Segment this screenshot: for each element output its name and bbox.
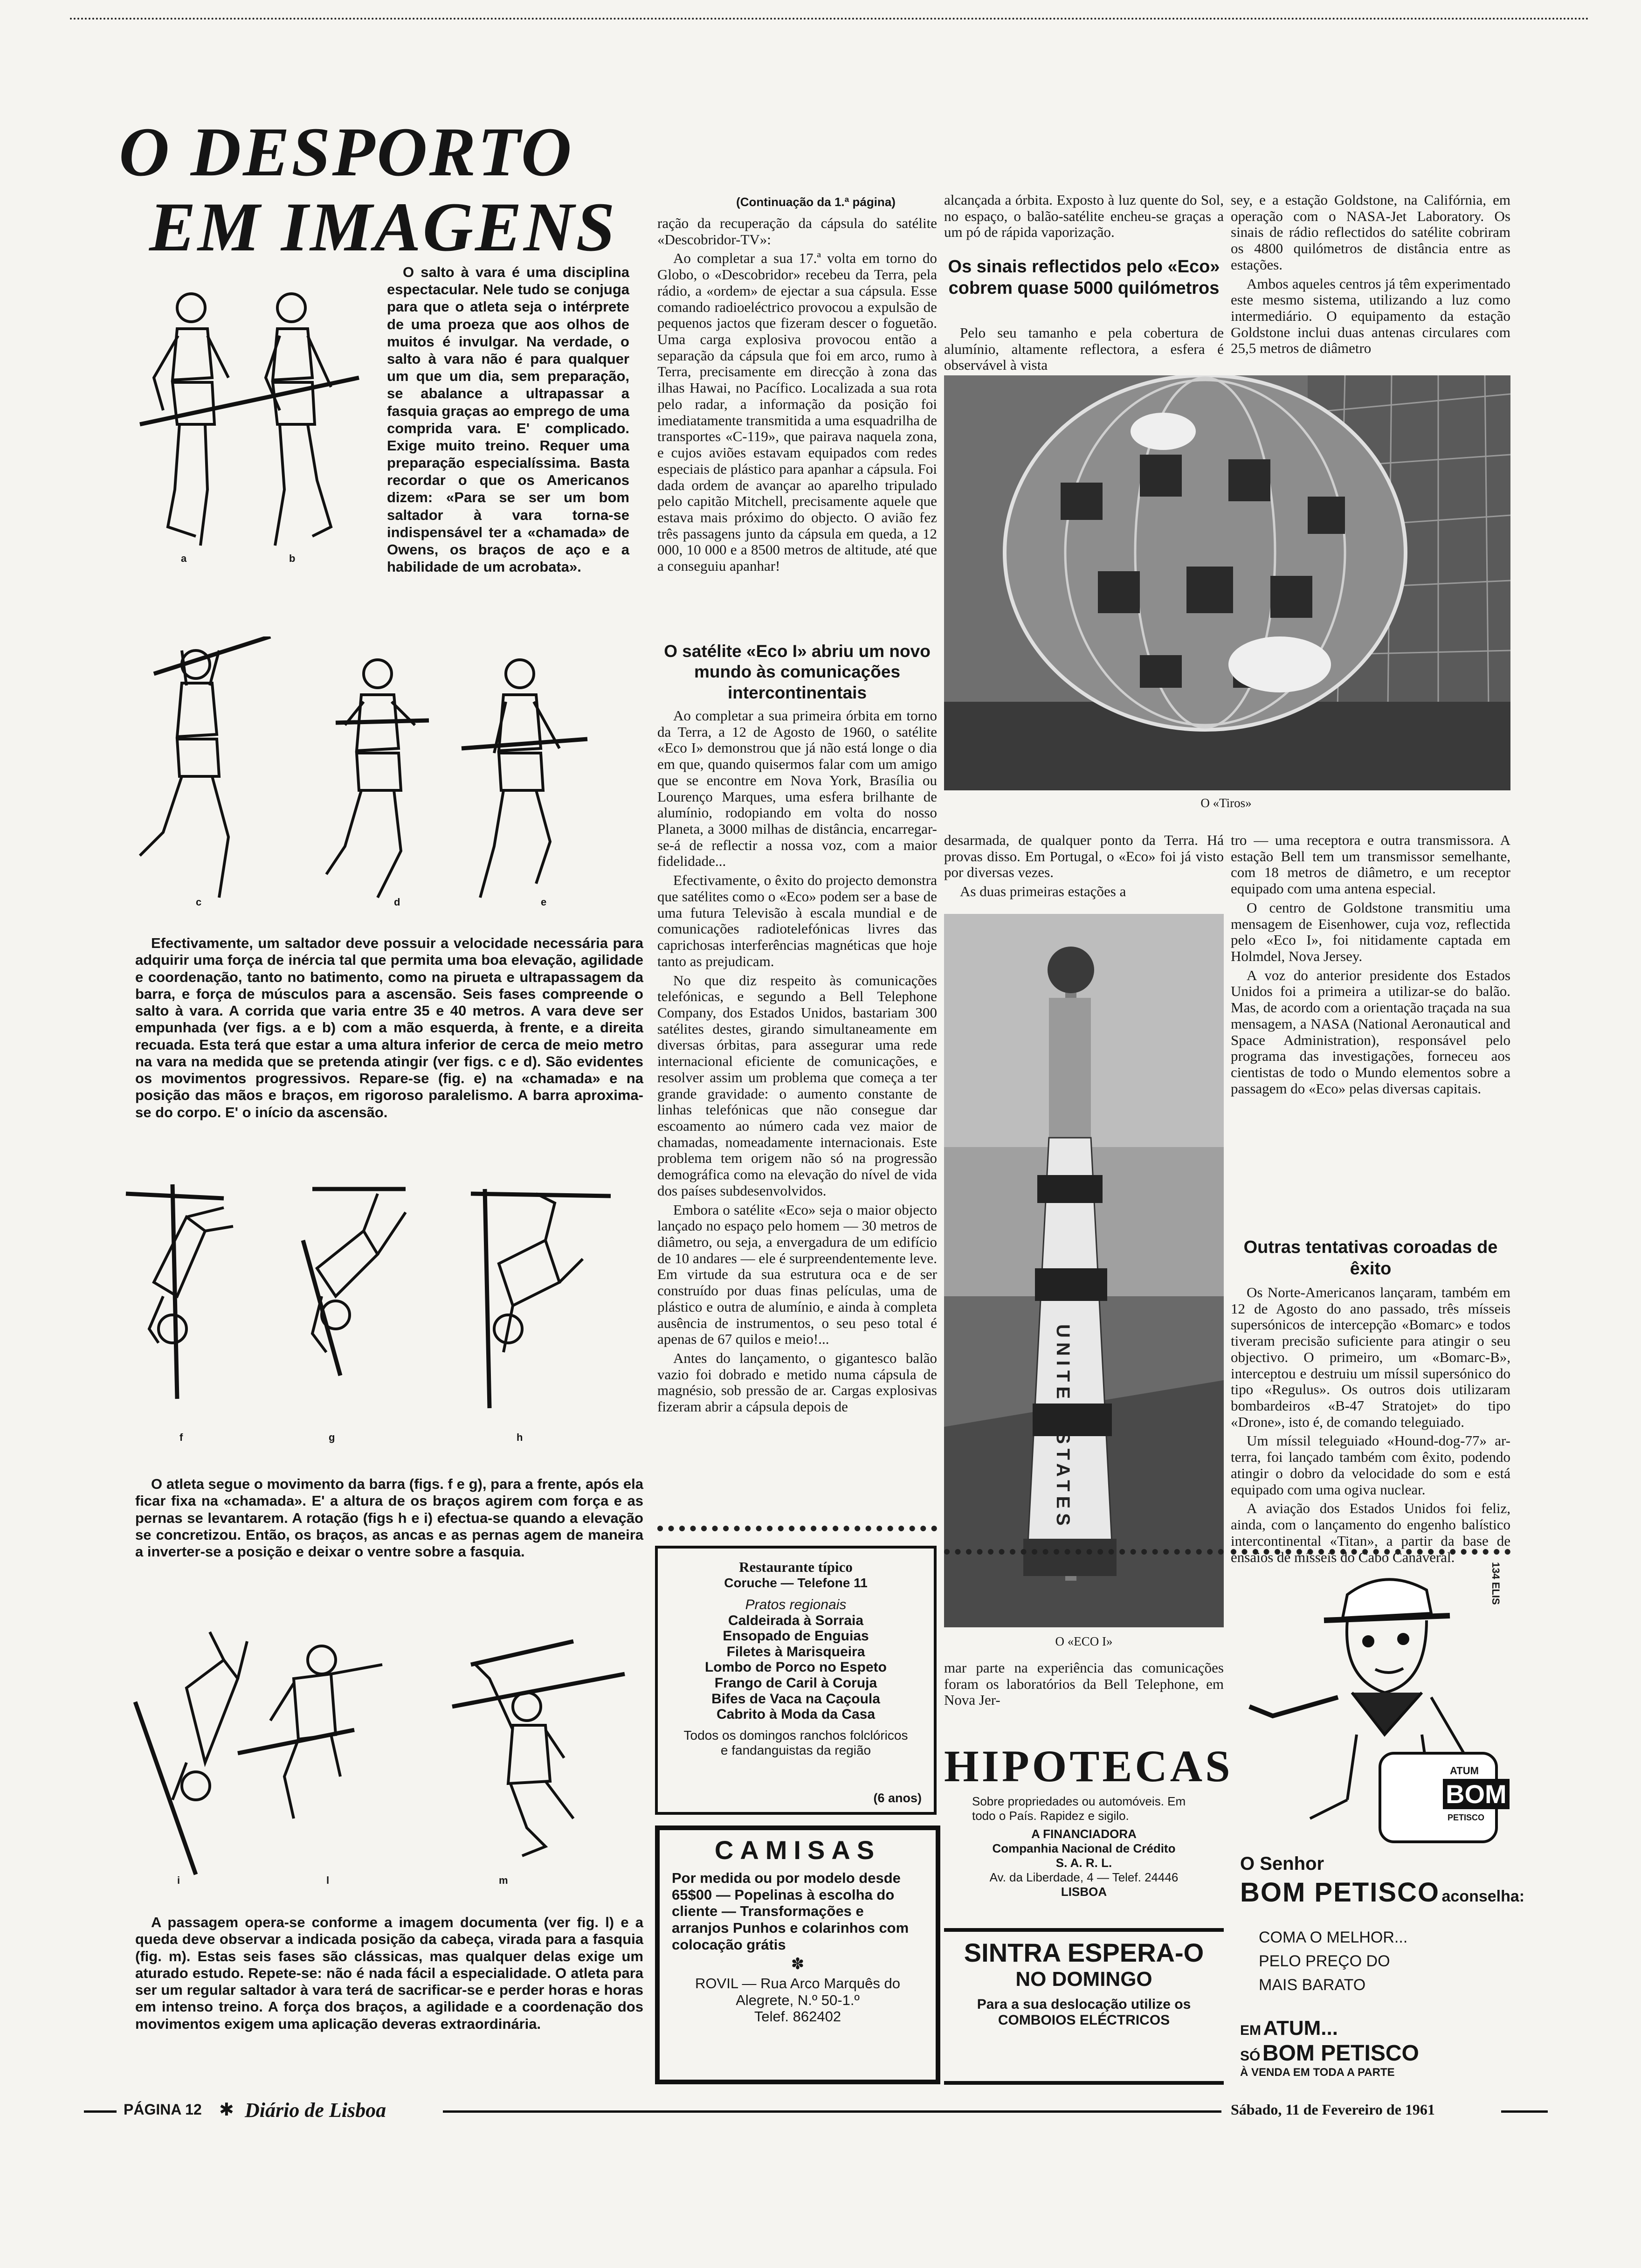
petisco-sale: À VENDA EM TODA A PARTE (1240, 2066, 1395, 2079)
restaurant-title: Restaurante típico (739, 1559, 853, 1575)
can-label-sub: PETISCO (1448, 1813, 1485, 1822)
petisco-brand-2: BOM PETISCO (1262, 2040, 1419, 2066)
rocket-label: UNITED STATES (1053, 1324, 1073, 1530)
sintra-bold: COMBOIOS ELÉCTRICOS (998, 2012, 1170, 2028)
footer-paper: Diário de Lisboa (245, 2099, 386, 2122)
sport-intro (387, 263, 629, 578)
fig-label-i: i (177, 1874, 180, 1886)
camisas-star: ✽ (791, 1955, 805, 1973)
camisas-ad (655, 1825, 940, 2084)
sport-intro-text: O salto à vara é uma disciplina espectacular. Nele tudo se conjuga para que o atleta seja o intérprete de uma proeza que aos olhos de muitos é invulgar. Na verdade, o salto à vara não é para qualquer um que um dia, sem preparação, se abalance a ultrapassar a fasquia graças ao emprego de uma comprida vara. E' complicado. Exige muito treino. Requer uma preparação especialíssima. Basta recordar o que os Americanos dizem: «Para se ser um bom saltador à vara torna-se indispensável ter a «chamada» de Owens, os braços de aço e a habilidade de um acrobata». (387, 264, 629, 575)
menu-line-8: Cabrito à Moda da Casa (716, 1707, 876, 1722)
sport-para-2-text: Efectivamente, um saltador deve possuir a velocidade necessária para adquirir uma força de inércia tal que permita uma boa elevação, agilidade e coordenação, tanto no batimento, como na pirueta e ultrapassagem da barra, e força de músculos para a ascensão. Seis fases compreende o salto à vara. A corrida que varia entre 35 e 40 metros. A vara deve ser empunhada (ver figs. a e b) com a mão esquerda, à frente, e a direita recuada. Esta terá que estar a uma altura inferior de cerca de meio metro na vara na medida que se pretenda atingir (ver figs. c e d). São evidentes os movimentos progressivos. Repare-se (fig. e) na «chamada» e na posição das mãos e braços, em rigoroso paralelismo. A barra aproxima-se do corpo. E' o início da ascensão. (135, 935, 643, 1120)
sport-para-4 (135, 1914, 643, 2035)
athlete-figure-i (172, 1632, 247, 1800)
restaurant-ad (655, 1546, 937, 1815)
continuation-note: (Continuação da 1.ª página) (736, 195, 896, 209)
can-label-top: ATUM (1450, 1765, 1479, 1777)
col2-para-2: Ao completar a sua 17.ª volta em torno do Globo, o «Descobridor» recebeu da Terra, pela rádio, a «ordem» de ejectar a sua cápsula. Esse comando radioeléctrico provocou a expulsão de pequenos jactos que fizeram descer o foguetão. Uma carga explosiva provocou então a separação da cápsula que foi em arco, rumo à Terra, precisamente em direcção à zona das ilhas Hawai, no Pacífico. Localizada a sua rota pelo radar, a informação da posição foi imediatamente transmitida a uma esquadrilha de transportes «C-119», que pairava naquela zona, e cujos aviões estavam equipados com redes especiais de plástico para apanhar a cápsula. Foi dada ordem de avançar ao aparelho tripulado pelo capitão Mitchell, precisamente aquele que estava mais próximo do objecto. O avião fez três passagens junto da cápsula em queda, a 12 000, 10 000 e a 8500 metros de altitude, até que a conseguiu apanhar! (657, 250, 937, 574)
col4-para-2: O centro de Goldstone transmitiu uma mensagem de Eisenhower, cuja voz, reflectida pelo «Eco I», foi nitidamente captada em Holmdel, Nova Jersey. (1231, 899, 1510, 965)
fig-label-l: l (326, 1874, 330, 1886)
fig-label-m: m (499, 1874, 508, 1886)
tiros-photo (944, 375, 1510, 790)
col4-para-3: A voz do anterior presidente dos Estados Unidos foi a primeira a utilizar-se do balão. Mas, de acordo com a orientação traçada na sua mensagem, a NASA (National Aeronautical and Space Administration), responsável pelo programa das investigações, forneceu aos cientistas de todo o Mundo elementos sobre a passagem do «Eco» pelas diversas capitais. (1231, 967, 1510, 1097)
tiros-photo-image (944, 375, 1510, 790)
petisco-tag-1: COMA O MELHOR... (1259, 1929, 1408, 1946)
athlete-figure-h (494, 1194, 583, 1352)
hipotecas-city: LISBOA (1061, 1885, 1107, 1899)
top-rule (70, 18, 1590, 20)
fig-label-c: c (196, 896, 202, 908)
fig-label-g: g (329, 1431, 335, 1443)
footer-star: ✱ (219, 2100, 234, 2120)
column-3-bottom (944, 1660, 1224, 1711)
menu-line-7: Bifes de Vaca na Caçoula (711, 1691, 880, 1707)
athlete-figure-m (476, 1665, 573, 1856)
col2-subheading: O satélite «Eco I» abriu um novo mundo às comunicações intercontinentais (664, 642, 931, 702)
petisco-brand: BOM PETISCO (1240, 1877, 1440, 1908)
column-3-intro (944, 325, 1224, 376)
fig-label-a: a (181, 553, 187, 564)
col2-para-3: Ao completar a sua primeira órbita em torno da Terra, a 12 de Agosto de 1960, o satélite «Eco I» demonstrou que já não está longe o dia em que, quando quisermos falar com um amigo que se encontre em Nova York, Brasília ou Lourenço Marques, uma esfera brilhante de alumínio, rodopiando em volta do nosso Planeta, a 3000 milhas de distância, encarregar-se-á de reflectir a nossa voz, com a maior fidelidade... (657, 707, 937, 870)
col3-divider (944, 1549, 1224, 1555)
bom-petisco-ad (1231, 1557, 1525, 2089)
figure-row-1 (126, 284, 368, 574)
petisco-footer (1240, 2017, 1520, 2079)
camisas-body: Por medida ou por modelo desde 65$00 — Popelinas à escolha do cliente — Transformações e arranjos Punhos e colarinhos com colocação grátis (672, 1870, 909, 1953)
petisco-badge: 134 ELIS (1490, 1562, 1502, 1605)
figure-row-4 (117, 1623, 629, 1884)
col4-para-1: Ambos aqueles centros já têm experimentado este mesmo sistema, utilizando a luz como intermediário. O equipamento da estação Goldstone inclui duas antenas circulares com 25,5 metros de diâmetro (1231, 275, 1510, 357)
eco-caption: O «ECO I» (1055, 1634, 1113, 1648)
col3-subheading: Os sinais reflectidos pelo «Eco» cobrem quase 5000 quilómetros (948, 257, 1220, 298)
hipotecas-body: Sobre propriedades ou automóveis. Em todo o País. Rapidez e sigilo. (972, 1794, 1186, 1823)
fig-label-d: d (394, 896, 400, 908)
sport-para-3 (135, 1476, 643, 1563)
fig-label-e: e (541, 896, 547, 908)
footer-page: PÁGINA 12 (124, 2101, 202, 2118)
menu-line-1: Pratos regionais (745, 1597, 847, 1612)
sintra-sub: NO DOMINGO (1015, 1968, 1152, 1991)
col4-para-6: A aviação dos Estados Unidos foi feliz, ainda, com o lançamento do engenho balístico intercontinental «Titan», a partir da base de ensaios de mísseis do Cabo Canaveral. (1231, 1500, 1510, 1565)
col2-para-7: Antes do lançamento, o gigantesco balão vazio foi dobrado e metido numa cápsula de magnésio, sob pressão de ar. Cargas explosivas fizeram abrir a cápsula depois de (657, 1350, 937, 1415)
athlete-figure-e (480, 660, 559, 898)
col3-para-1: Pelo seu tamanho e pela cobertura de alumínio, altamente reflectora, a esfera é observável à vista (944, 325, 1224, 373)
hipotecas-ad (944, 1741, 1233, 1921)
hipotecas-company: A FINANCIADORA (1031, 1827, 1137, 1841)
menu-line-6: Frango de Caril à Coruja (714, 1675, 877, 1691)
menu-line-5: Lombo de Porco no Espeto (704, 1660, 887, 1675)
figure-row-3 (117, 1175, 620, 1436)
col4-para-4: Os Norte-Americanos lançaram, também em 12 de Agosto do ano passado, três mísseis supersónicos de intercepção «Bomarc» e todos tiveram precisão suficiente para atingir o seu objectivo. O primeiro, um «Bomarc-B», interceptou e destruiu um míssil supersónico do tipo «Regulus». Os outros dois utilizaram bombardeiros «B-47 Stratojet» do tipo «Drone», isto é, de comando teleguiado. (1231, 1284, 1510, 1430)
petisco-advises: aconselha: (1441, 1888, 1525, 1905)
sport-para-3-text: O atleta segue o movimento da barra (figs. f e g), para a frente, após ela ficar fixa na «chamada». E' a altura de os braços agirem com força e as pernas se levantarem. A rotação (figs h e i) efectua-se quando a elevação se concretizou. Então, os braços, as ancas e as pernas agem de maneira a inverter-se a posição e deixar o ventre sobre a fasquia. (135, 1476, 643, 1560)
fig-label-f: f (179, 1431, 183, 1443)
footer-right-rule (1501, 2110, 1548, 2113)
tiros-caption: O «Tiros» (1200, 796, 1252, 810)
footer-mid-rule (443, 2110, 1221, 2113)
col3-bottom-text: mar parte na experiência das comunicações foram os laboratórios da Bell Telephone, em Nova Jer- (944, 1660, 1224, 1708)
restaurant-footer: Todos os domingos ranchos folclóricos e fandanguistas da região (683, 1728, 908, 1757)
can-label-brand: BOM (1443, 1779, 1510, 1809)
figure-row-2 (126, 636, 592, 912)
hipotecas-sarl: S. A. R. L. (1055, 1856, 1112, 1870)
eco-photo-image (944, 914, 1224, 1627)
sintra-title: SINTRA ESPERA-O (964, 1938, 1204, 1967)
petisco-headline (1240, 1853, 1520, 1874)
petisco-so: SÓ (1240, 2048, 1261, 2064)
col3-mid-text-2: As duas primeiras estações a (960, 883, 1126, 900)
fig-label-b: b (289, 553, 296, 564)
fig-label-h: h (517, 1431, 523, 1443)
petisco-tag-2: PELO PREÇO DO (1259, 1952, 1390, 1970)
col4-top-text: sey, e a estação Goldstone, na Califórnia, em operação com o NASA-Jet Laboratory. Os sinais de rádio reflectidos do satélite cobriram os 4800 quilómetros de distância entre as estações. (1231, 192, 1510, 273)
petisco-atum: ATUM... (1263, 2017, 1338, 2040)
page-title (119, 113, 655, 266)
sport-para-4-text: A passagem opera-se conforme a imagem documenta (ver fig. l) e a queda deve observar a indicada posição da cabeça, virada para a fasquia (fig. m). Estas seis fases são clássicas, mas qualquer delas exige um aturado estudo. Repete-se: não é nada fácil a especialidade. O atleta para ser um regular saltador à vara terá de sacrificar-se e perder horas e horas em intenso treino. A força dos braços, a agilidade e a coordenação dos movimentos exigem uma aplicação deveras extraordinária. (135, 1914, 643, 2032)
menu-line-2: Caldeirada à Sorraia (728, 1612, 864, 1628)
title-line-1: O DESPORTO (119, 113, 573, 191)
col2-para-5: No que diz respeito às comunicações telefónicas, e segundo a Bell Telephone Company, dos Estados Unidos, bastariam 300 satélites destes, girando simultaneamente em diversas órbitas, para assegurar uma rede internacional eficiente de comunicações, e resolver assim um problema que começa a ter grande gravidade: o aumento constante de linhas telefónicas que não consegue dar escoamento ao número cada vez maior de chamadas, nomeadamente internacionais. Este problema tem origem não só na progressão demográfica como na elevação do nível de vida dos países subdesenvolvidos. (657, 972, 937, 1199)
menu-line-4: Filetes à Marisqueira (726, 1644, 865, 1660)
footer-bar (84, 2098, 1552, 2126)
column-4-body (1231, 832, 1510, 1100)
petisco-senhor: O Senhor (1240, 1853, 1324, 1874)
restaurant-ref: (6 anos) (873, 1791, 922, 1805)
petisco-em: EM (1240, 2023, 1261, 2038)
col4-para-5: Um míssil teleguiado «Hound-dog-77» ar-terra, foi lançado também com êxito, podendo atingir o dobro da velocidade do som e está equipado com uma ogiva nuclear. (1231, 1432, 1510, 1498)
column-3-mid (944, 832, 1224, 903)
col2-para-1: ração da recuperação da cápsula do satélite «Descobridor-TV»: (657, 215, 937, 248)
title-line-2: EM IMAGENS (149, 188, 617, 266)
footer-left-rule (84, 2110, 117, 2113)
camisas-title: CAMISAS (714, 1835, 881, 1865)
athlete-figure-l (270, 1646, 382, 1819)
col4-divider (1231, 1549, 1510, 1555)
col2-para-4: Efectivamente, o êxito do projecto demonstra que satélites como o «Eco» podem ser a base de uma futura Televisão à escala mundial e de comunicações radiotelefónicas livres das caprichosas interferências magnéticas que hoje tanto as prejudicam. (657, 872, 937, 969)
sport-para-2 (135, 935, 643, 1124)
column-2-body (657, 708, 937, 1418)
petisco-tagline (1259, 1926, 1501, 1997)
menu-line-3: Ensopado de Enguias (723, 1628, 869, 1644)
camisas-company: ROVIL — Rua Arco Marquês do Alegrete, N.º 50-1.º (695, 1975, 900, 2008)
athlete-figure-f (149, 1208, 233, 1343)
hipotecas-title: HIPOTECAS (944, 1741, 1233, 1791)
col4-subheading: Outras tentativas coroadas de êxito (1243, 1238, 1498, 1279)
restaurant-menu (658, 1597, 934, 1722)
athlete-figure-d (326, 660, 415, 898)
col3-top-text: alcançada a órbita. Exposto à luz quente do Sol, no espaço, o balão-satélite encheu-se graças a um pó de rápida vaporização. (944, 192, 1224, 241)
col2-divider (657, 1526, 937, 1531)
camisas-phone: Telef. 862402 (754, 2008, 841, 2025)
restaurant-phone: Coruche — Telefone 11 (724, 1576, 868, 1590)
petisco-brand-line (1240, 1877, 1525, 1908)
column-3-top (944, 192, 1224, 243)
hipotecas-company-sub: Companhia Nacional de Crédito (992, 1841, 1176, 1855)
hipotecas-address: Av. da Liberdade, 4 — Telef. 24446 (989, 1870, 1179, 1884)
footer-date: Sábado, 11 de Fevereiro de 1961 (1231, 2101, 1435, 2118)
col4-mid-text: tro — uma receptora e outra transmissora. A estação Bell tem um transmissor semelhante, com 18 metros de diâmetro, e um receptor equipado com uma antena especial. (1231, 832, 1510, 897)
athlete-figure-b (266, 294, 331, 546)
column-2-top (657, 215, 937, 577)
column-4-top (1231, 192, 1510, 360)
sintra-ad (944, 1928, 1224, 2085)
athlete-figure-c (140, 650, 228, 898)
column-4-lower (1231, 1285, 1510, 1568)
col3-mid-text: desarmada, de qualquer ponto da Terra. Há provas disso. Em Portugal, o «Eco» foi já visto por diversas vezes. (944, 832, 1224, 881)
petisco-tag-3: MAIS BARATO (1259, 1976, 1366, 1994)
sintra-body: Para a sua deslocação utilize os (977, 1997, 1191, 2012)
eco-photo (944, 914, 1224, 1627)
col2-para-6: Embora o satélite «Eco» seja o maior objecto lançado no espaço pelo homem — 30 metros de diâmetro, ou seja, a envergadura de um edifício de 10 andares — ele é surpreendentemente leve. Em virtude da sua estrutura oca e de ser construído por duas finas películas, uma de plástico e outra de alumínio, e ainda à completa ausência de instrumentos, o seu peso total é apenas de 67 quilos e meio!... (657, 1201, 937, 1348)
